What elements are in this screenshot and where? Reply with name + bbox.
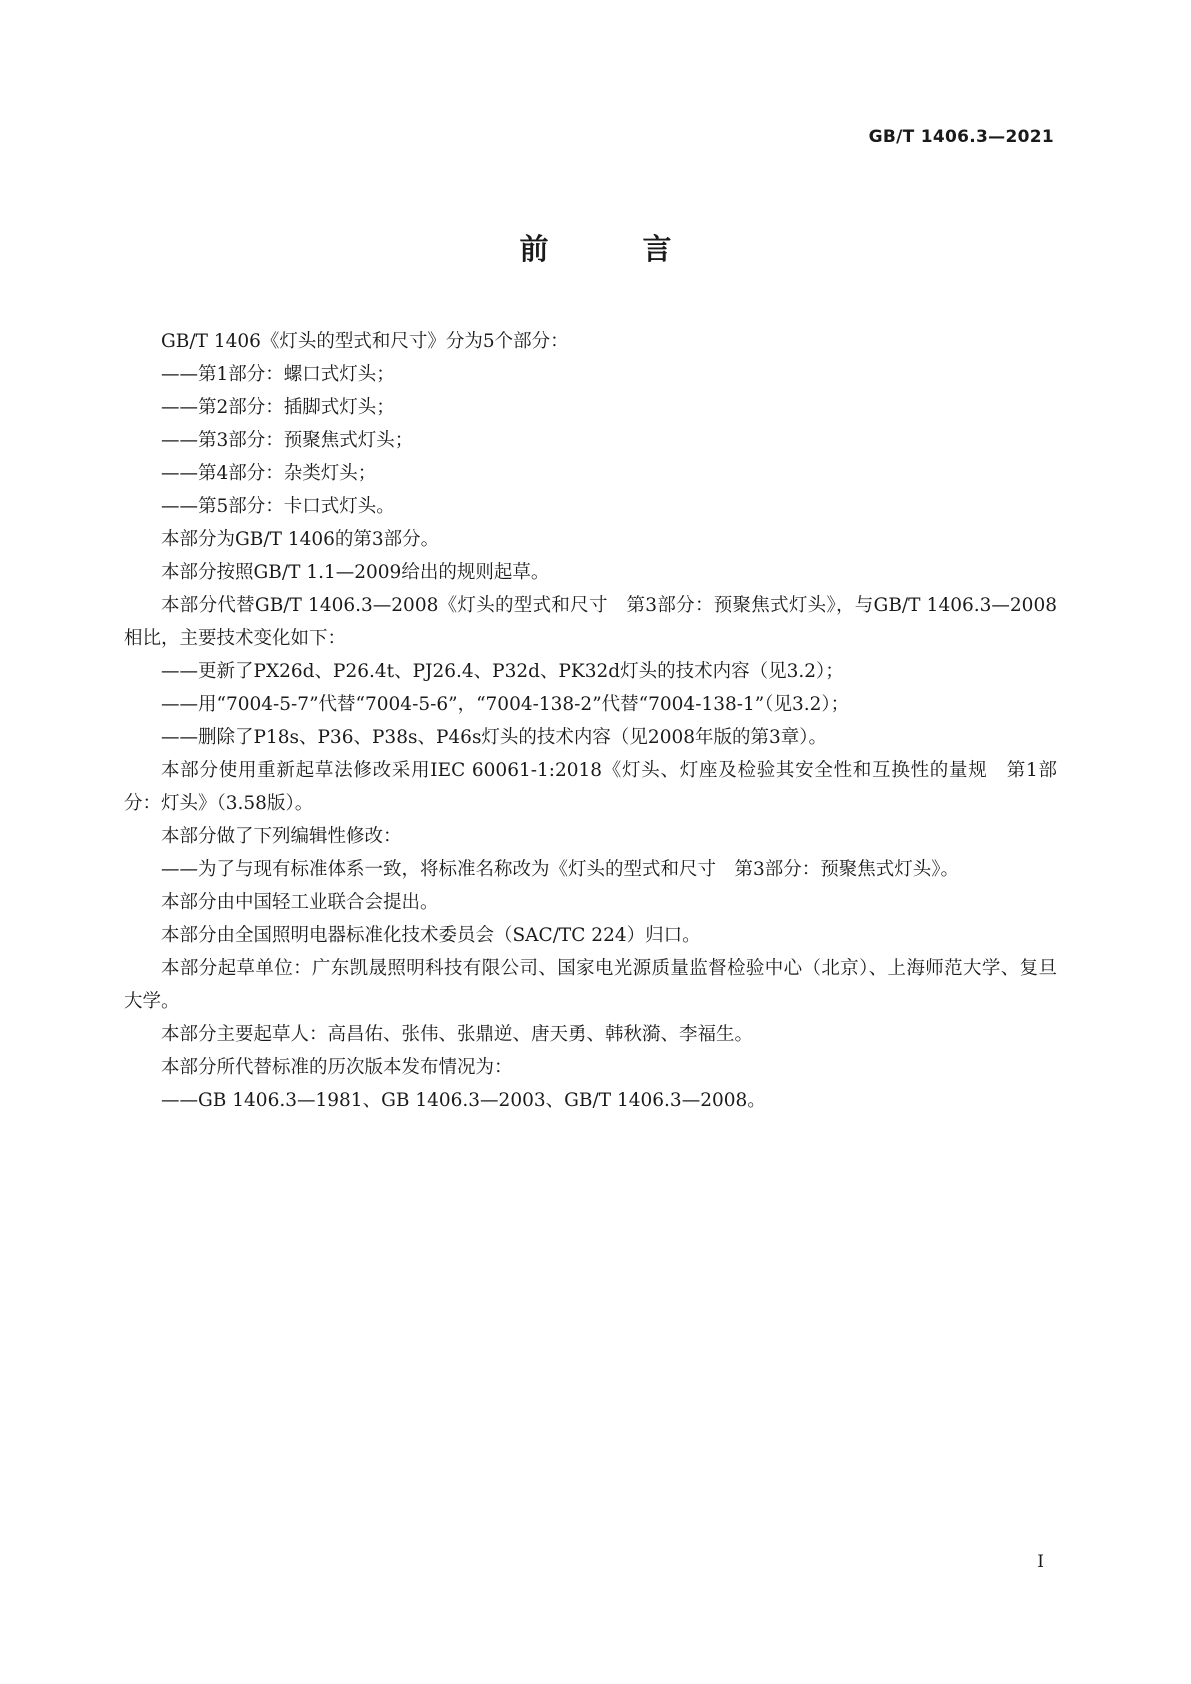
list-item-part-3: ——第3部分：预聚焦式灯头；	[161, 430, 414, 451]
page-number: I	[1037, 1552, 1044, 1572]
list-item-part-4: ——第4部分：杂类灯头；	[161, 463, 377, 484]
foreword-body	[124, 325, 1057, 1117]
paragraph-proposed-by: 本部分由中国轻工业联合会提出。	[161, 892, 439, 913]
paragraph-part-position: 本部分为GB/T 1406的第3部分。	[161, 529, 440, 550]
paragraph-replacement: 本部分代替GB/T 1406.3—2008《灯头的型式和尺寸 第3部分：预聚焦式灯头》，与GB/T 1406.3—2008相比，主要技术变化如下：	[124, 595, 1057, 649]
list-item-change-1: ——更新了PX26d、P26.4t、PJ26.4、P32d、PK32d灯头的技术内容（见3.2）；	[161, 661, 844, 682]
paragraph-parts-intro: GB/T 1406《灯头的型式和尺寸》分为5个部分：	[161, 331, 569, 352]
paragraph-history-intro: 本部分所代替标准的历次版本发布情况为：	[161, 1057, 513, 1078]
list-item-part-1: ——第1部分：螺口式灯头；	[161, 364, 395, 385]
list-item-change-2: ——用“7004-5-7”代替“7004-5-6”，“7004-138-2”代替“7004-138-1”（见3.2）；	[161, 694, 850, 715]
paragraph-editorial-intro: 本部分做了下列编辑性修改：	[161, 826, 402, 847]
list-item-change-3: ——删除了P18s、P36、P38s、P46s灯头的技术内容（见2008年版的第3章）。	[161, 727, 828, 748]
paragraph-drafters: 本部分主要起草人：高昌佑、张伟、张鼎逆、唐天勇、韩秋漪、李福生。	[161, 1024, 754, 1045]
list-item-part-2: ——第2部分：插脚式灯头；	[161, 397, 395, 418]
list-item-part-5: ——第5部分：卡口式灯头。	[161, 496, 395, 517]
paragraph-drafting-rules: 本部分按照GB/T 1.1—2009给出的规则起草。	[161, 562, 550, 583]
list-item-editorial-1: ——为了与现有标准体系一致，将标准名称改为《灯头的型式和尺寸 第3部分：预聚焦式灯头》。	[161, 859, 960, 880]
paragraph-drafting-units: 本部分起草单位：广东凯晟照明科技有限公司、国家电光源质量监督检验中心（北京）、上海师范大学、复旦大学。	[124, 958, 1057, 1012]
page-title: 前 言	[519, 232, 714, 266]
list-item-history: ——GB 1406.3—1981、GB 1406.3—2003、GB/T 1406.3—2008。	[161, 1090, 766, 1111]
standard-code: GB/T 1406.3—2021	[868, 127, 1054, 147]
paragraph-centralized-by: 本部分由全国照明电器标准化技术委员会（SAC/TC 224）归口。	[161, 925, 701, 946]
paragraph-iec-adoption: 本部分使用重新起草法修改采用IEC 60061-1:2018《灯头、灯座及检验其安全性和互换性的量规 第1部分：灯头》（3.58版）。	[124, 760, 1057, 814]
